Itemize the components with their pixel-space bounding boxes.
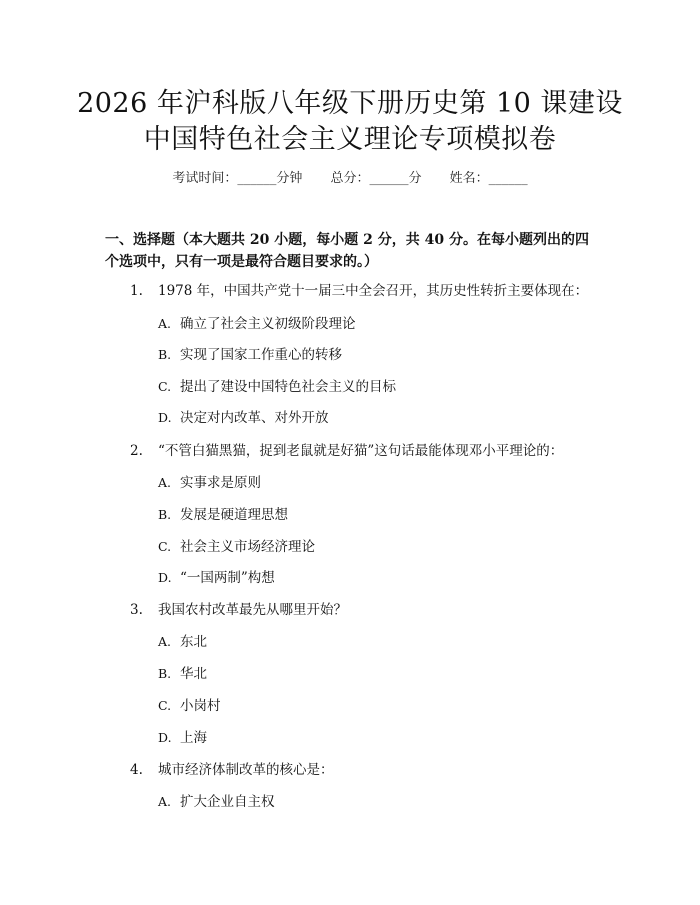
option-text: “一国两制”构想 (180, 570, 275, 586)
question-3 (130, 601, 347, 619)
question-number: 4. (130, 762, 143, 778)
option-3c (158, 697, 221, 715)
option-letter: C. (158, 698, 172, 713)
option-text: 提出了建设中国特色社会主义的目标 (180, 379, 396, 395)
question-text: 我国农村改革最先从哪里开始？ (158, 602, 347, 618)
option-text: 决定对内改革、对外开放 (180, 410, 329, 426)
question-text: 城市经济体制改革的核心是： (158, 762, 334, 778)
option-text: 实现了国家工作重心的转移 (180, 347, 342, 363)
option-letter: B. (158, 507, 172, 522)
option-letter: D. (158, 410, 172, 425)
option-2d (158, 569, 275, 587)
question-4 (130, 761, 334, 779)
student-name-field: 姓名：______ (449, 171, 528, 186)
question-text: 1978 年，中国共产党十一届三中全会召开，其历史性转折主要体现在： (158, 283, 589, 299)
option-text: 东北 (180, 634, 207, 650)
option-text: 社会主义市场经济理论 (180, 539, 315, 555)
option-3a (158, 633, 207, 651)
option-text: 发展是硬道理思想 (180, 507, 288, 523)
exam-meta (0, 170, 700, 188)
option-text: 华北 (180, 666, 207, 682)
total-score-field: 总分：______分 (330, 171, 422, 186)
option-letter: B. (158, 347, 172, 362)
question-2 (130, 442, 563, 460)
option-text: 实事求是原则 (180, 475, 261, 491)
option-3d (158, 729, 207, 747)
option-text: 上海 (180, 730, 207, 746)
option-text: 扩大企业自主权 (180, 794, 275, 810)
exam-title (0, 86, 700, 158)
option-letter: D. (158, 730, 172, 745)
option-2a (158, 474, 261, 492)
option-letter: C. (158, 379, 172, 394)
title-line-1: 2026 年沪科版八年级下册历史第 10 课建设 (77, 88, 623, 119)
option-2c (158, 538, 315, 556)
option-1d (158, 409, 329, 427)
title-line-2: 中国特色社会主义理论专项模拟卷 (143, 124, 557, 155)
option-2b (158, 506, 288, 524)
option-1c (158, 378, 396, 396)
option-letter: A. (158, 316, 172, 331)
option-letter: D. (158, 570, 172, 585)
section-heading: 一、选择题（本大题共 20 小题，每小题 2 分，共 40 分。在每小题列出的四个选项中，只有一项是最符合题目要求的。） (105, 232, 589, 270)
option-4a (158, 793, 275, 811)
option-3b (158, 665, 207, 683)
option-text: 小岗村 (180, 698, 221, 714)
option-letter: A. (158, 794, 172, 809)
option-1a (158, 315, 356, 333)
exam-time-field: 考试时间：______分钟 (172, 171, 303, 186)
option-letter: B. (158, 666, 172, 681)
question-number: 3. (130, 602, 143, 618)
option-text: 确立了社会主义初级阶段理论 (180, 316, 356, 332)
option-letter: A. (158, 634, 172, 649)
question-number: 1. (130, 283, 143, 299)
question-number: 2. (130, 443, 143, 459)
option-1b (158, 346, 342, 364)
option-letter: C. (158, 539, 172, 554)
question-1 (130, 282, 588, 300)
option-letter: A. (158, 475, 172, 490)
question-text: “不管白猫黑猫，捉到老鼠就是好猫”这句话最能体现邓小平理论的： (158, 443, 564, 459)
